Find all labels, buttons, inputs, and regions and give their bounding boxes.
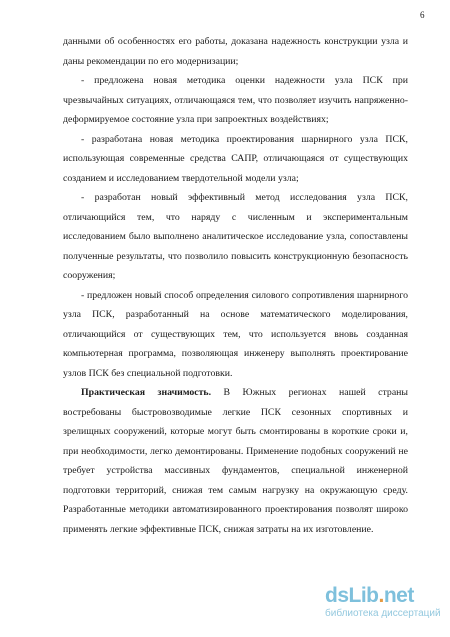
paragraph-practical-significance <box>63 383 408 539</box>
page-number: 6 <box>420 10 425 20</box>
practical-text: В Южных регионах нашей страны востребованы быстровозводимые легкие ПСК сезонных спортивных и зрелищных сооружений, которые могут быть смонтированы в короткие сроки и, при необходимости, легко демонтированы. Применение подобных сооружений не требует устройства массивных фундаментов, специальной инженерной подготовки территорий, снижая тем самым нагрузку на окружающую среду. Разработанные методики автоматизированного проектирования позволят широко применять легкие эффективные ПСК, снижая затраты на их изготовление. <box>63 387 409 535</box>
watermark <box>325 584 445 620</box>
practical-heading: Практическая значимость. <box>81 387 212 398</box>
watermark-subtitle: библиотека диссертаций <box>325 608 441 619</box>
document-body <box>63 32 408 539</box>
list-item-method-program: - предложен новый способ определения силового сопротивления шарнирного узла ПСК, разработанный на основе математического моделирования, отличающийся от существующих тем, что используется вновь созданная компьютерная программа, позволяющая инженеру выполнять проектирование узлов ПСК без специальной подготовки. <box>63 289 408 379</box>
list-item-method-analytical: - разработан новый эффективный метод исследования узла ПСК, отличающийся тем, что наряду с численным и экспериментальным исследованием было выполнено аналитическое исследование узла, сопоставлены полученные результаты, что позволило повысить конструкционную безопасность сооружения; <box>63 192 408 281</box>
watermark-logo: dsLib.net <box>325 584 414 607</box>
paragraph-intro: данными об особенностях его работы, доказана надежность конструкции узла и даны рекомендации по его модернизации; <box>63 36 408 67</box>
list-item-method-cad: - разработана новая методика проектирования шарнирного узла ПСК, использующая современные средства САПР, отличающаяся от существующих созданием и исследованием твердотельной модели узла; <box>63 133 408 184</box>
list-item-method-reliability: - предложена новая методика оценки надежности узла ПСК при чрезвычайных ситуациях, отличающаяся тем, что позволяет изучить напряженно-деформируемое состояние узла при запроектных воздействиях; <box>63 75 408 125</box>
